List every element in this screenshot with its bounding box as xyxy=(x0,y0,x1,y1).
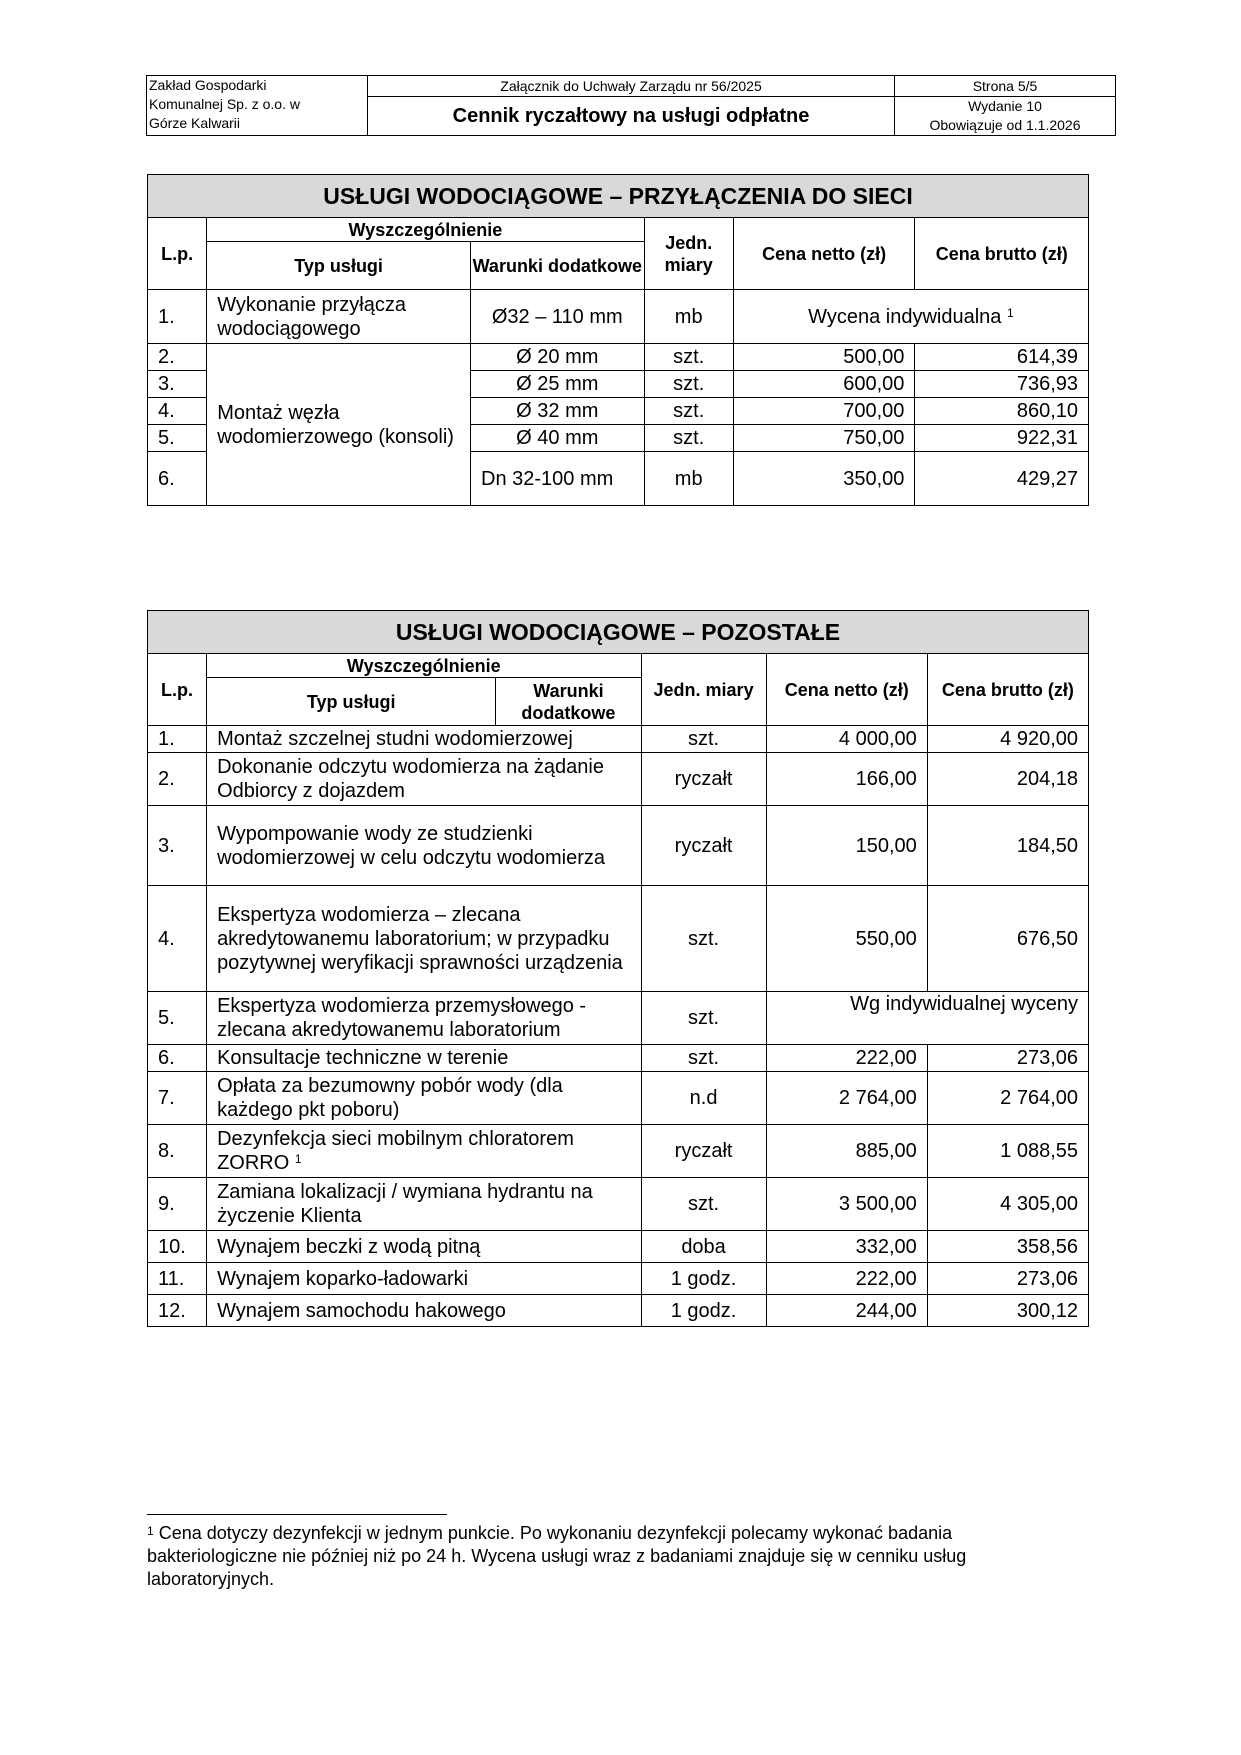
table-row: 9. Zamiana lokalizacji / wymiana hydrantu na życzenie Klienta szt. 3 500,00 4 305,00 xyxy=(148,1178,1089,1231)
footnote: $^1$ Cena dotyczy dezynfekcji w jednym punkcie. Po wykonaniu dezynfekcji polecamy wykonać badania bakteriologiczne nie później niż po 24 h. Wycena usługi wraz z badaniami znajduje się w cenniku usług laboratoryjnych. xyxy=(147,1523,967,1589)
table-row: 5. Ekspertyza wodomierza przemysłowego - zlecana akredytowanemu laboratorium szt. Wg indywidualnej wyceny xyxy=(148,992,1089,1045)
col-spec: Wyszczególnienie xyxy=(207,218,644,242)
page-number: Strona 5/5 xyxy=(895,76,1116,97)
col-net: Cena netto (zł) xyxy=(766,654,927,726)
edition-info: Wydanie 10 Obowiązuje od 1.1.2026 xyxy=(895,97,1116,136)
col-unit: Jedn. miary xyxy=(644,218,733,290)
footnote-ref: 1 xyxy=(1006,305,1014,320)
table-row: 11. Wynajem koparko-ładowarki 1 godz. 222,00 273,06 xyxy=(148,1263,1089,1295)
col-conditions: Warunki dodatkowe xyxy=(496,678,641,726)
footnote-ref: 1 xyxy=(294,1152,302,1166)
group-type: Montaż węzła wodomierzowego (konsoli) xyxy=(207,344,471,506)
table-row: 4. Ø 32 mm szt. 700,00 860,10 xyxy=(148,398,1089,425)
table-row: 5. Ø 40 mm szt. 750,00 922,31 xyxy=(148,425,1089,452)
col-spec: Wyszczególnienie xyxy=(207,654,641,678)
table-row: 3. Wypompowanie wody ze studzienki wodomierzowej w celu odczytu wodomierza ryczałt 150,00 184,50 xyxy=(148,806,1089,886)
attachment-label: Załącznik do Uchwały Zarządu nr 56/2025 xyxy=(368,76,895,97)
table-row: 12. Wynajem samochodu hakowego 1 godz. 244,00 300,12 xyxy=(148,1295,1089,1327)
table-row: 2. Montaż węzła wodomierzowego (konsoli) Ø 20 mm szt. 500,00 614,39 xyxy=(148,344,1089,371)
table-row: 3. Ø 25 mm szt. 600,00 736,93 xyxy=(148,371,1089,398)
table-row: 1. Montaż szczelnej studni wodomierzowej szt. 4 000,00 4 920,00 xyxy=(148,726,1089,753)
section-title: USŁUGI WODOCIĄGOWE – POZOSTAŁE xyxy=(148,611,1089,654)
table-other-services xyxy=(147,610,1089,1327)
table-row: 10. Wynajem beczki z wodą pitną doba 332,00 358,56 xyxy=(148,1231,1089,1263)
table-row: 6. Konsultacje techniczne w terenie szt. 222,00 273,06 xyxy=(148,1045,1089,1072)
individual-price: Wycena indywidualna $^1$ xyxy=(733,290,1088,344)
table-row: 2. Dokonanie odczytu wodomierza na żądanie Odbiorcy z dojazdem ryczałt 166,00 204,18 xyxy=(148,753,1089,806)
footnote-separator xyxy=(147,1514,447,1515)
section-title: USŁUGI WODOCIĄGOWE – PRZYŁĄCZENIA DO SIECI xyxy=(148,175,1089,218)
table-row: 8. Dezynfekcja sieci mobilnym chloratorem ZORRO $^1$ ryczałt 885,00 1 088,55 xyxy=(148,1125,1089,1178)
table-connections xyxy=(147,174,1089,506)
table-row: 7. Opłata za bezumowny pobór wody (dla każdego pkt poboru) n.d 2 764,00 2 764,00 xyxy=(148,1072,1089,1125)
col-type: Typ usługi xyxy=(207,678,496,726)
col-lp: L.p. xyxy=(148,654,207,726)
table-row: 6. Dn 32-100 mm mb 350,00 429,27 xyxy=(148,452,1089,506)
col-gross: Cena brutto (zł) xyxy=(927,654,1088,726)
table-row: 1. Wykonanie przyłącza wodociągowego Ø32 – 110 mm mb Wycena indywidualna $^1$ xyxy=(148,290,1089,344)
col-type: Typ usługi xyxy=(207,242,471,290)
col-net: Cena netto (zł) xyxy=(733,218,915,290)
col-gross: Cena brutto (zł) xyxy=(915,218,1089,290)
col-unit: Jedn. miary xyxy=(641,654,766,726)
col-conditions: Warunki dodatkowe xyxy=(471,242,645,290)
document-header xyxy=(146,75,1116,136)
individual-price: Wg indywidualnej wyceny xyxy=(766,992,1088,1045)
company-name: Zakład Gospodarki Komunalnej Sp. z o.o. w Górze Kalwarii xyxy=(147,76,368,136)
col-lp: L.p. xyxy=(148,218,207,290)
document-title: Cennik ryczałtowy na usługi odpłatne xyxy=(368,97,895,136)
table-row: 4. Ekspertyza wodomierza – zlecana akredytowanemu laboratorium; w przypadku pozytywnej weryfikacji sprawności urządzenia szt. 550,00 676,50 xyxy=(148,886,1089,992)
